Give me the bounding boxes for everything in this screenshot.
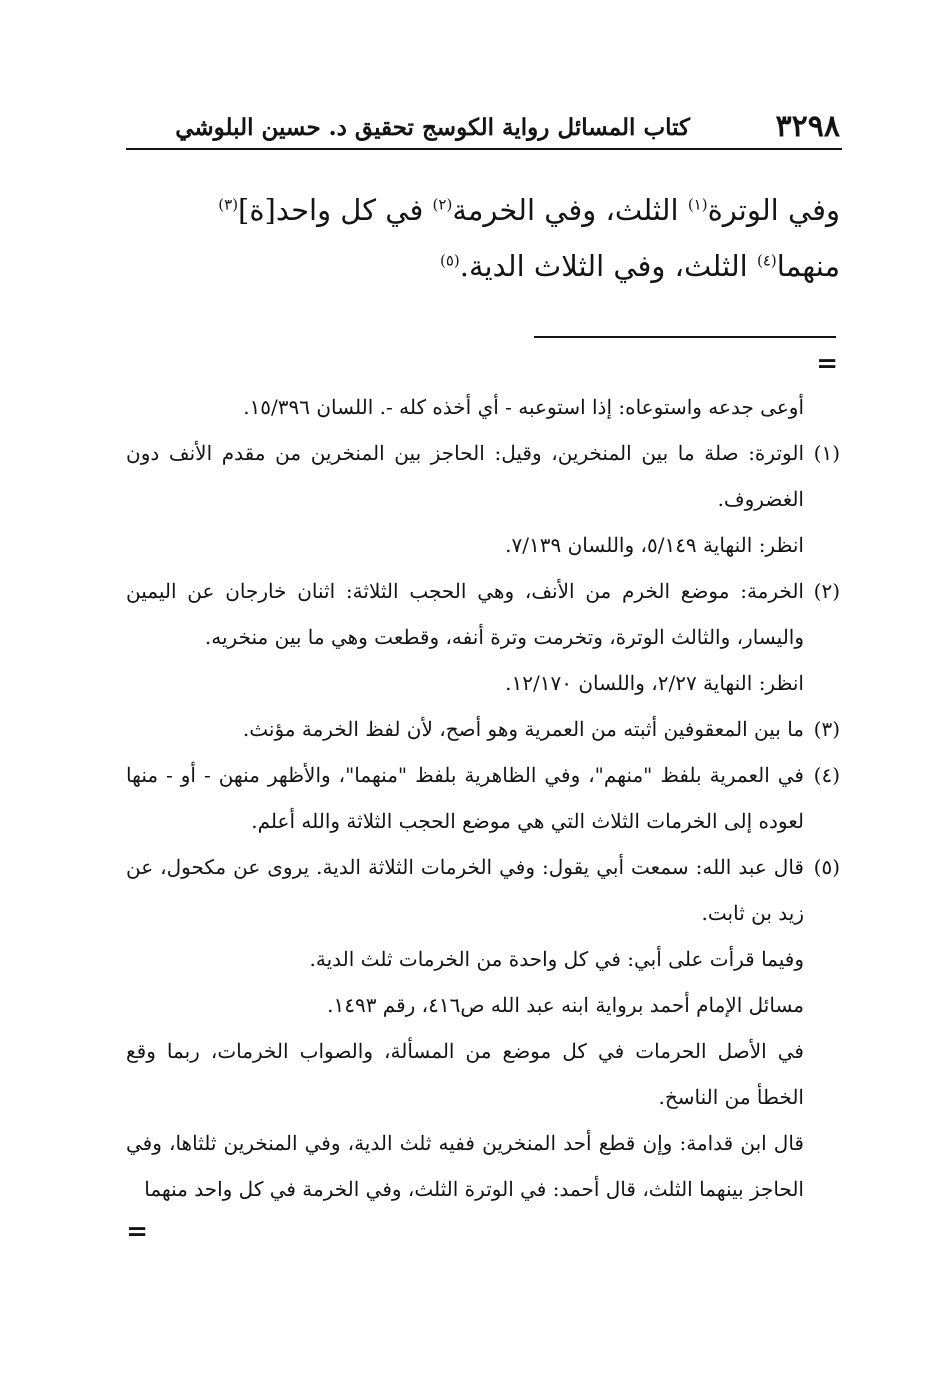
main-paragraph (130, 182, 840, 294)
footnote-text: في الأصل الحرمات في كل موضع من المسألة، والصواب الخرمات، ربما وقع الخطأ من الناسخ. (126, 1039, 804, 1109)
footnote-text: قال عبد الله: سمعت أبي يقول: وفي الخرمات الثلاثة الدية. يروى عن مكحول، عن زيد بن ثابت. (126, 855, 804, 925)
footnote-number: (٥) (813, 855, 840, 879)
footnote-number: (٣) (813, 717, 840, 741)
footnote-5 (126, 844, 840, 1212)
running-header (126, 108, 840, 146)
continuation-mark-bottom: = (126, 1217, 148, 1247)
footnote-4 (126, 752, 840, 844)
footnote-text: الوترة: صلة ما بين المنخرين، وقيل: الحاجز بين المنخرين من مقدم الأنف دون الغضروف. (126, 441, 804, 511)
page-number: ٣٢٩٨ (775, 109, 840, 144)
footnote-number: (٤) (813, 763, 840, 787)
footnote-reference: انظر: النهاية ٥/١٤٩، واللسان ٧/١٣٩. (505, 533, 804, 557)
footnote-reference: انظر: النهاية ٢/٢٧، واللسان ١٢/١٧٠. (505, 671, 804, 695)
footnote-1 (126, 430, 840, 568)
footnote-ref-5: (٥) (439, 251, 460, 270)
footnote-2 (126, 568, 840, 706)
footnote-text: وفيما قرأت على أبي: في كل واحدة من الخرمات ثلث الدية. (309, 947, 804, 971)
footnote-3 (126, 706, 840, 752)
main-text-run: في كل واحد[ة] (238, 193, 433, 227)
footnotes (126, 384, 840, 1212)
footnote-text: في العمرية بلفظ "منهم"، وفي الظاهرية بلفظ "منهما"، والأظهر منهن - أو - منها لعوده إلى الخرمات الثلاث التي هي موضع الحجب الثلاثة والله أعلم. (126, 763, 804, 833)
main-text-run: الثلث، وفي الثلاث الدية. (459, 249, 748, 283)
footnote-reference: مسائل الإمام أحمد برواية ابنه عبد الله ص٤١٦، رقم ١٤٩٣. (327, 993, 804, 1017)
footnote-text: قال ابن قدامة: وإن قطع أحد المنخرين ففيه ثلث الدية، وفي المنخرين ثلثاها، وفي الحاجز بينهما الثلث، قال أحمد: في الوترة الثلث، وفي الخرمة في كل واحد منهما (126, 1131, 804, 1201)
footnote-ref-3: (٣) (218, 195, 239, 214)
footnote-number: (٢) (813, 579, 840, 603)
footnote-carry-over: أوعى جدعه واستوعاه: إذا استوعبه - أي أخذه كله -. اللسان ١٥/٣٩٦. (243, 395, 804, 419)
book-title: كتاب المسائل رواية الكوسج تحقيق د. حسين البلوشي (175, 114, 690, 141)
footnote-ref-2: (٢) (432, 195, 453, 214)
main-text-run: الثلث، وفي الخرمة (452, 193, 688, 227)
main-text-run: منهما (776, 249, 840, 283)
main-text (130, 182, 840, 294)
footnote-separator (534, 336, 836, 338)
continuation-mark-top: = (816, 349, 838, 379)
footnote-ref-1: (١) (687, 195, 708, 214)
footnote-ref-4: (٤) (756, 251, 777, 270)
footnote-number: (١) (813, 441, 840, 465)
header-rule (126, 148, 842, 150)
main-text-run: وفي الوترة (707, 193, 840, 227)
footnote-text: الخرمة: موضع الخرم من الأنف، وهي الحجب الثلاثة: اثنان خارجان عن اليمين واليسار، والثالث الوترة، وتخرمت وترة أنفه، وقطعت وهي ما بين منخريه. (126, 579, 804, 649)
footnote-text: ما بين المعقوفين أثبته من العمرية وهو أصح، لأن لفظ الخرمة مؤنث. (242, 717, 804, 741)
